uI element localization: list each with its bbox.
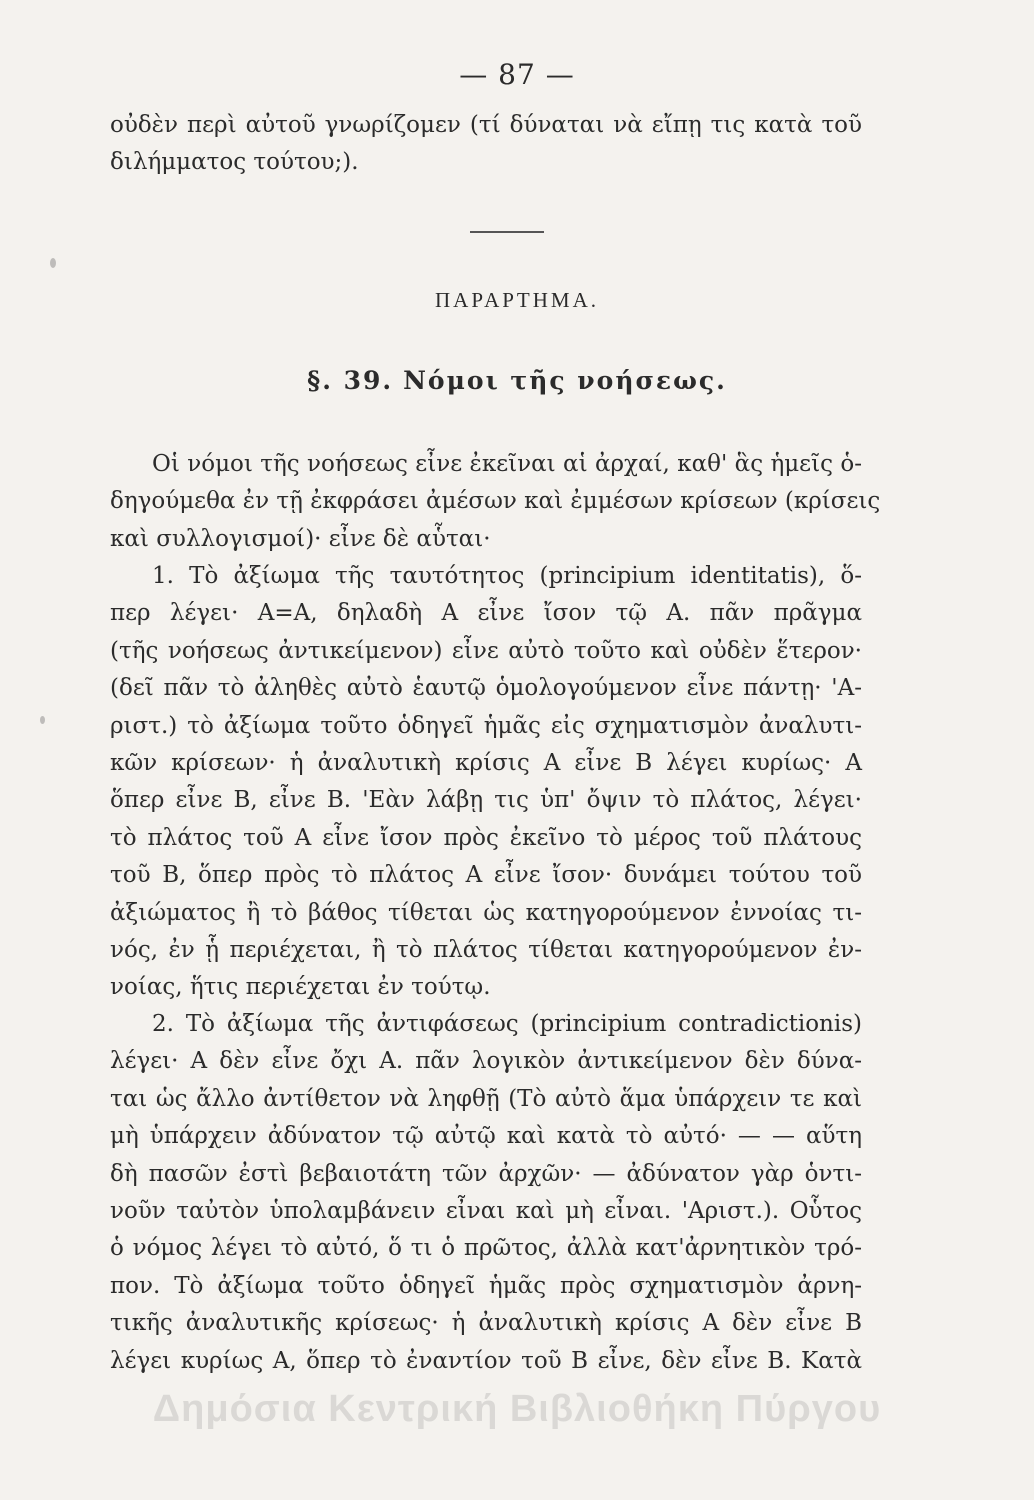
ink-smudge — [40, 716, 45, 724]
text-line: 1. Τὸ ἀξίωμα τῆς ταυτότητος (principium identitatis), ὅ- — [152, 563, 862, 589]
appendix-title: ΠΑΡΑΡΤΗΜΑ. — [434, 288, 600, 312]
paragraph-intro — [110, 446, 881, 558]
text-line: δηγούμεθα ἐν τῇ ἐκφράσει ἀμέσων καὶ ἐμμέσων κρίσεων (κρίσεις — [110, 488, 881, 515]
text-line: νός, ἐν ᾗ περιέχεται, ἢ τὸ πλάτος τίθεται κατηγορούμενον ἐν- — [110, 936, 862, 963]
text-line: τοῦ Β, ὅπερ πρὸς τὸ πλάτος Α εἶνε ἴσον· δυνάμει τούτου τοῦ — [110, 862, 862, 889]
text-line: Οἱ νόμοι τῆς νοήσεως εἶνε ἐκεῖναι αἱ ἀρχαί, καθ' ἃς ἡμεῖς ὁ- — [152, 451, 862, 477]
text-line: λέγει· Α δὲν εἶνε ὄχι Α. πᾶν λογικὸν ἀντικείμενον δὲν δύνα- — [110, 1048, 862, 1075]
library-watermark: Δημόσια Κεντρική Βιβλιοθήκη Πύργου — [152, 1388, 882, 1430]
text-line: ὁ νόμος λέγει τὸ αὐτό, ὅ τι ὁ πρῶτος, ἀλλὰ κατ'ἀρνητικὸν τρό- — [110, 1235, 862, 1262]
text-line: περ λέγει· Α=Α, δηλαδὴ Α εἶνε ἴσον τῷ Α. πᾶν πρᾶγμα — [110, 600, 862, 627]
text-line: ται ὡς ἄλλο ἀντίθετον νὰ ληφθῇ (Τὸ αὐτὸ ἅμα ὑπάρχειν τε καὶ — [110, 1085, 862, 1112]
text-line: νοῦν ταὐτὸν ὑπολαμβάνειν εἶναι καὶ μὴ εἶναι. 'Αριστ.). Οὗτος — [110, 1197, 862, 1224]
text-line: πον. Τὸ ἀξίωμα τοῦτο ὁδηγεῖ ἡμᾶς πρὸς σχηματισμὸν ἀρνη- — [110, 1272, 862, 1299]
text-line: τικῆς ἀναλυτικῆς κρίσεως· ἡ ἀναλυτικὴ κρίσις Α δὲν εἶνε Β — [110, 1310, 862, 1337]
text-line: (τῆς νοήσεως ἀντικείμενον) εἶνε αὐτὸ τοῦτο καὶ οὐδὲν ἕτερον· — [110, 637, 862, 664]
paragraph-contradiction — [110, 1006, 862, 1380]
text-line: κῶν κρίσεων· ἡ ἀναλυτικὴ κρίσις Α εἶνε Β λέγει κυρίως· Α — [110, 749, 862, 776]
ink-smudge — [50, 258, 56, 268]
text-line: 2. Τὸ ἀξίωμα τῆς ἀντιφάσεως (principium contradictionis) — [152, 1011, 862, 1037]
text-line: μὴ ὑπάρχειν ἀδύνατον τῷ αὐτῷ καὶ κατὰ τὸ αὐτό· — — αὕτη — [110, 1123, 862, 1150]
section-heading — [0, 366, 1034, 395]
section-number: §. 39. — [307, 366, 394, 395]
text-line: οὐδὲν περὶ αὐτοῦ γνωρίζομεν (τί δύναται νὰ εἴπῃ τις κατὰ τοῦ — [110, 112, 862, 138]
separator-rule — [470, 231, 544, 233]
text-line: τὸ πλάτος τοῦ Α εἶνε ἴσον πρὸς ἐκεῖνο τὸ μέρος τοῦ πλάτους — [110, 824, 862, 851]
text-line: (δεῖ πᾶν τὸ ἀληθὲς αὐτὸ ἑαυτῷ ὁμολογούμενον εἶνε πάντῃ· 'Α- — [110, 675, 862, 702]
text-line: νοίας, ἥτις περιέχεται ἐν τούτῳ. — [110, 974, 491, 1001]
top-paragraph — [110, 107, 862, 182]
text-line: διλήμματος τούτου;). — [110, 149, 359, 176]
text-line: ριστ.) τὸ ἀξίωμα τοῦτο ὁδηγεῖ ἡμᾶς εἰς σχηματισμὸν ἀναλυτι- — [110, 712, 862, 739]
text-line: λέγει κυρίως Α, ὅπερ τὸ ἐναντίον τοῦ Β εἶνε, δὲν εἶνε Β. Κατὰ — [110, 1347, 862, 1374]
text-line: ἀξιώματος ἢ τὸ βάθος τίθεται ὡς κατηγορούμενον ἐννοίας τι- — [110, 899, 862, 926]
text-line: καὶ συλλογισμοί)· εἶνε δὲ αὗται· — [110, 525, 491, 552]
text-line: δὴ πασῶν ἐστὶ βεβαιοτάτη τῶν ἀρχῶν· — ἀδύνατον γὰρ ὁντι- — [110, 1160, 862, 1187]
page-number: — 87 — — [459, 58, 575, 91]
text-line: ὅπερ εἶνε Β, εἶνε Β. 'Εὰν λάβῃ τις ὑπ' ὄψιν τὸ πλάτος, λέγει· — [110, 787, 862, 814]
section-title: Νόμοι τῆς νοήσεως. — [403, 366, 727, 395]
paragraph-identity — [110, 558, 862, 1007]
